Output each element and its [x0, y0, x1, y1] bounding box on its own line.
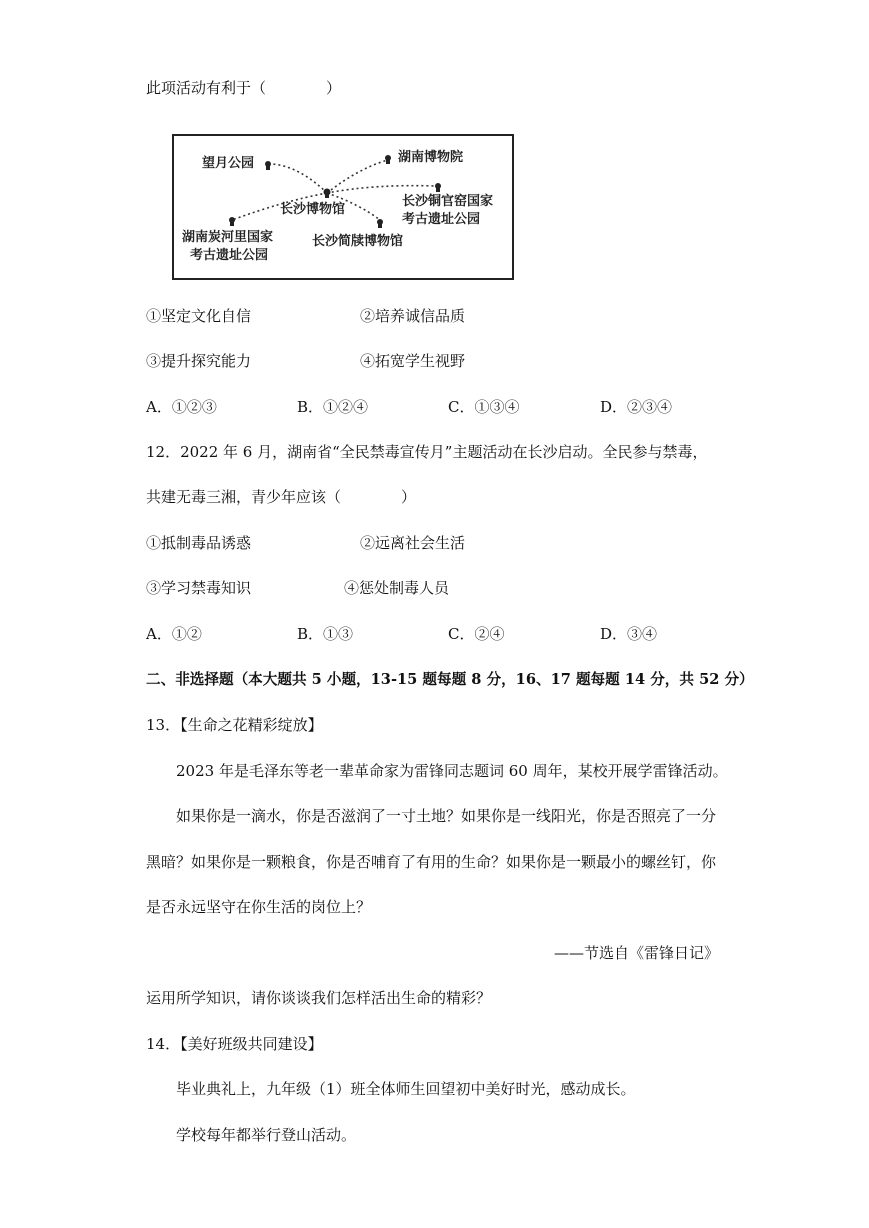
label-hunan-museum: 湖南博物院 — [398, 150, 464, 165]
label-tanheli-1: 湖南炭河里国家 — [182, 230, 274, 245]
q13-title: 13．【生命之花精彩绽放】 — [146, 716, 323, 734]
q13-question: 运用所学知识，请你谈谈我们怎样活出生命的精彩？ — [146, 989, 492, 1007]
q12-stem-line2: 共建无毒三湘，青少年应该（ ） — [146, 488, 417, 506]
q13-source: ——节选自《雷锋日记》 — [554, 944, 720, 962]
q13-paragraph-1: 2023 年是毛泽东等老一辈革命家为雷锋同志题词 60 周年，某校开展学雷锋活动。 — [176, 762, 728, 780]
q12-stem-line1: 12．2022 年 6 月，湖南省“全民禁毒宣传月”主题活动在长沙启动。全民参与禁毒， — [146, 443, 708, 461]
q14-title: 14．【美好班级共同建设】 — [146, 1035, 323, 1053]
q11-option-c[interactable]: C．①③④ — [448, 398, 520, 416]
q12-item-3: ③学习禁毒知识 — [146, 579, 252, 597]
label-changsha-museum: 长沙博物馆 — [280, 202, 346, 217]
q12-option-d[interactable]: D．③④ — [600, 625, 658, 643]
q12-item-4: ④惩处制毒人员 — [344, 579, 450, 597]
label-jiandu-museum: 长沙简牍博物馆 — [312, 234, 404, 249]
section-heading: 二、非选择题（本大题共 5 小题，13-15 题每题 8 分，16、17 题每题 14 分，共 52 分） — [146, 671, 754, 688]
q12-item-2: ②远离社会生活 — [360, 534, 466, 552]
museum-route-map — [172, 134, 514, 280]
q13-quote-line2: 黑暗？如果你是一颗粮食，你是否哺育了有用的生命？如果你是一颗最小的螺丝钉，你 — [146, 853, 717, 871]
q13-quote-line3: 是否永远坚守在你生活的岗位上？ — [146, 898, 372, 916]
q12-option-a[interactable]: A．①② — [146, 625, 202, 643]
q13-quote-line1: 如果你是一滴水，你是否滋润了一寸土地？如果你是一线阳光，你是否照亮了一分 — [176, 807, 717, 825]
q12-option-c[interactable]: C．②④ — [448, 625, 505, 643]
q14-paragraph-1: 毕业典礼上，九年级（1）班全体师生回望初中美好时光，感动成长。 — [176, 1080, 636, 1098]
q11-item-2: ②培养诚信品质 — [360, 307, 466, 325]
q11-item-1: ①坚定文化自信 — [146, 307, 252, 325]
q11-option-a[interactable]: A．①②③ — [146, 398, 217, 416]
q11-item-3: ③提升探究能力 — [146, 352, 252, 370]
label-tanheli-2: 考古遗址公园 — [190, 248, 269, 263]
q11-stem: 此项活动有利于（ ） — [146, 79, 342, 97]
q12-item-1: ①抵制毒品诱惑 — [146, 534, 252, 552]
label-wangyue-park: 望月公园 — [202, 156, 255, 171]
q12-option-b[interactable]: B．①③ — [297, 625, 354, 643]
q11-option-d[interactable]: D．②③④ — [600, 398, 673, 416]
label-tongguan-kiln-1: 长沙铜官窑国家 — [402, 194, 494, 209]
q11-item-4: ④拓宽学生视野 — [360, 352, 466, 370]
label-tongguan-kiln-2: 考古遗址公园 — [402, 212, 481, 227]
q11-option-b[interactable]: B．①②④ — [297, 398, 369, 416]
q14-paragraph-2: 学校每年都举行登山活动。 — [176, 1126, 357, 1144]
